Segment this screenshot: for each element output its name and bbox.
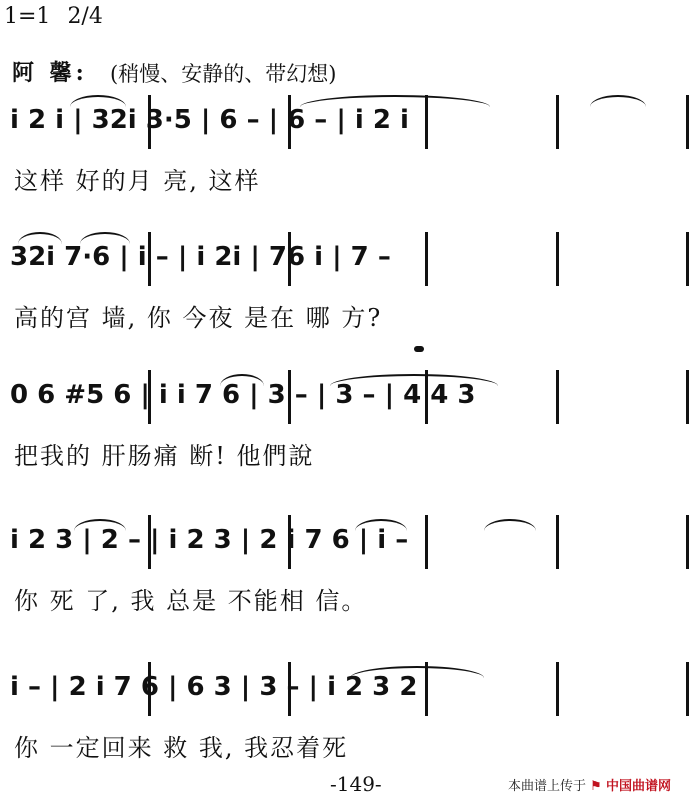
bar-line — [425, 662, 428, 716]
lyrics-line: 你 一定回来 救 我, 我忍着死 — [14, 734, 349, 762]
watermark-brand: 中国曲谱网 — [605, 779, 671, 794]
watermark-text: 本曲谱上传于 — [508, 779, 587, 794]
score-system-5 — [0, 662, 700, 762]
bar-line — [686, 95, 689, 149]
page-number: -149- — [330, 772, 382, 796]
notation-line: i – | 2 i 7 6 | 6 3 | 3 – | i 2 3 2 — [10, 672, 418, 702]
bar-line — [556, 95, 559, 149]
bar-line — [425, 515, 428, 569]
watermark — [508, 775, 671, 794]
score-system-1 — [0, 95, 700, 195]
score-system-2 — [0, 232, 700, 332]
lyrics-line: 高的宫 墙, 你 今夜 是在 哪 方? — [14, 304, 383, 332]
bar-line — [425, 95, 428, 149]
time-signature: 2/4 — [67, 4, 103, 29]
bar-line — [686, 662, 689, 716]
notation-line: i 2 i | 32i 3·5 | 6 – | 6 – | i 2 i — [10, 105, 409, 135]
watermark-brand-icon: ⚑ — [590, 779, 602, 794]
bar-line — [425, 232, 428, 286]
ink-mark — [414, 346, 424, 352]
bar-line — [556, 370, 559, 424]
score-system-3 — [0, 370, 700, 470]
bar-line — [686, 232, 689, 286]
performance-note: (稍慢、安静的、带幻想) — [110, 62, 337, 86]
role-label: 阿 馨: — [12, 60, 88, 86]
notation-line: i 2 3 | 2 – | i 2 3 | 2 i 7 6 | i – — [10, 525, 409, 555]
lyrics-line: 把我的 肝肠痛 断! 他們說 — [14, 442, 315, 470]
notation-line: 32i 7·6 | i – | i 2i | 76 i | 7 – — [10, 242, 391, 272]
notation-line: 0 6 #5 6 | i i 7 6 | 3 – | 3 – | 4 4 3 — [10, 380, 476, 410]
bar-line — [686, 515, 689, 569]
bar-line — [556, 662, 559, 716]
key-signature: 1=1 2/4 — [4, 4, 103, 29]
lyrics-line: 这样 好的月 亮, 这样 — [14, 167, 261, 195]
slur-mark — [484, 519, 536, 531]
slur-mark — [590, 95, 646, 107]
bar-line — [556, 515, 559, 569]
bar-line — [556, 232, 559, 286]
lyrics-line: 你 死 了, 我 总是 不能相 信。 — [14, 587, 368, 615]
score-system-4 — [0, 515, 700, 615]
bar-line — [686, 370, 689, 424]
